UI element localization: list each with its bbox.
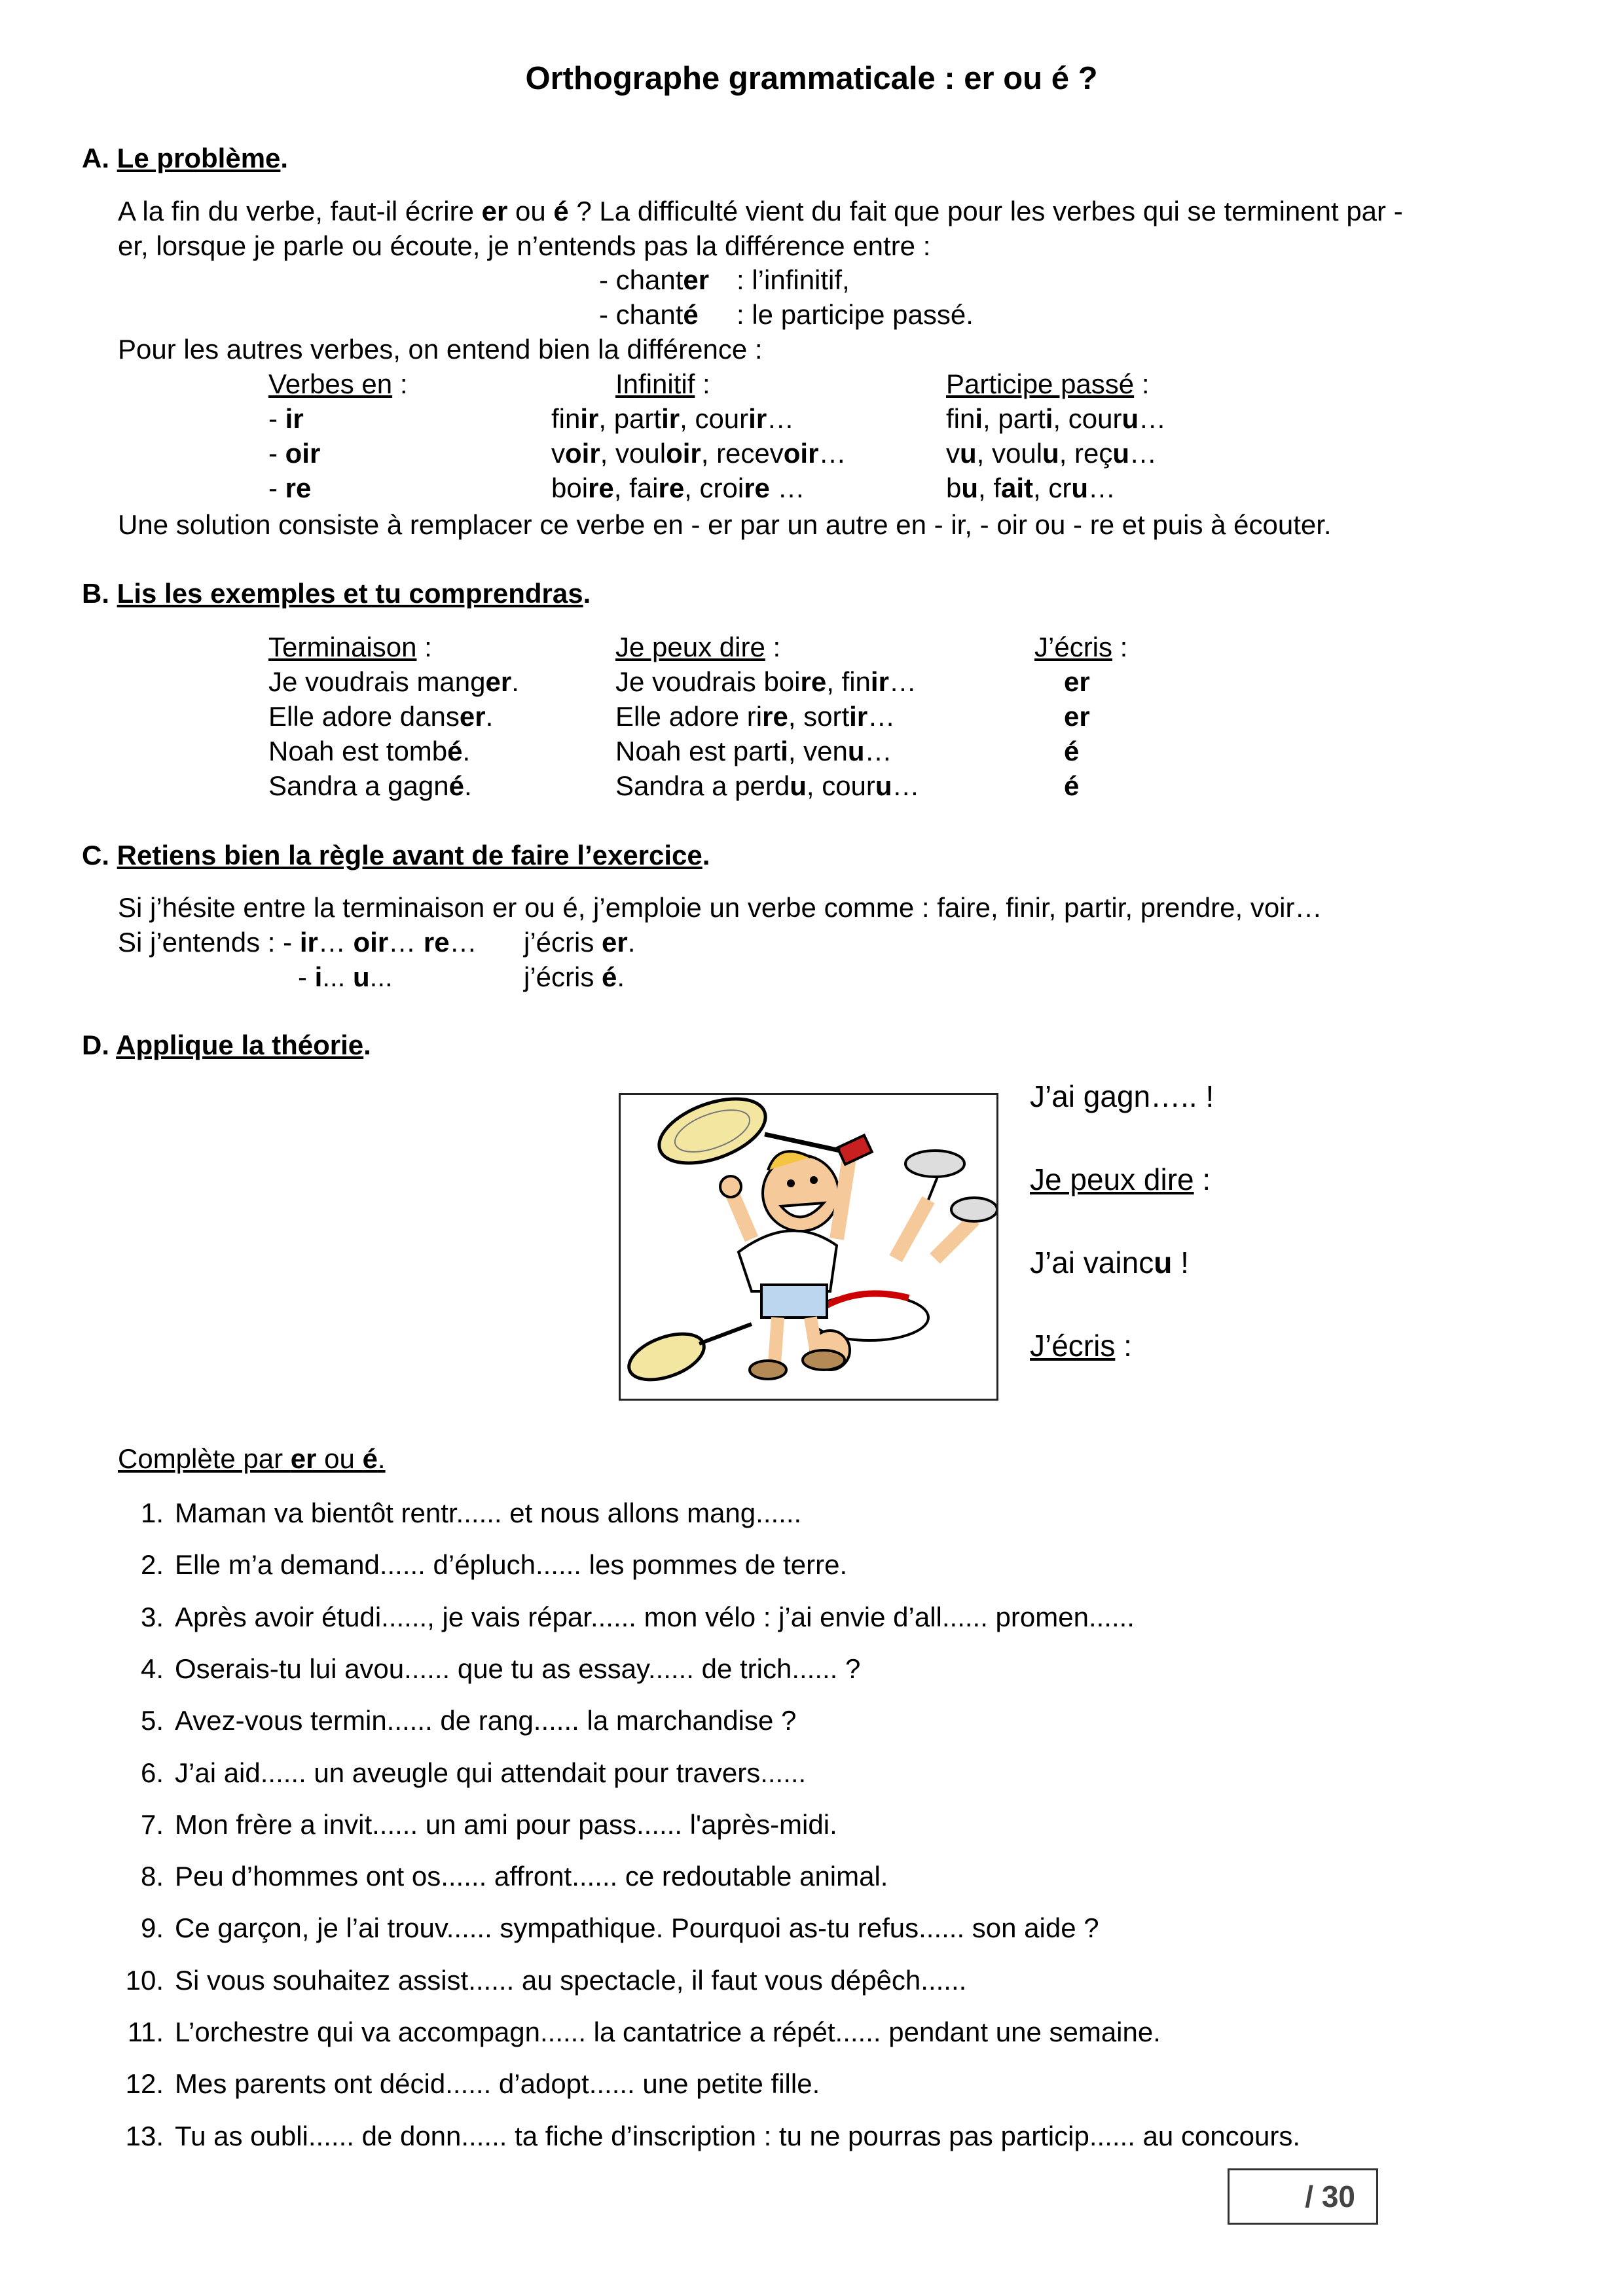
tennis-illustration xyxy=(619,1093,998,1401)
header-terminaison: Terminaison : xyxy=(268,632,432,662)
side-text-vaincu: J’ai vaincu ! xyxy=(1030,1246,1189,1280)
example-je-peux-dire: Noah est parti, venu… xyxy=(615,736,892,766)
verb-infinitive-examples: boire, faire, croire … xyxy=(551,473,805,503)
exercise-sentence: Mes parents ont décid...... d’adopt...... une petite fille. xyxy=(175,2068,820,2100)
exercise-number: 13. xyxy=(125,2120,164,2151)
section-a-other: Pour les autres verbes, on entend bien la différence : xyxy=(118,334,763,365)
exercise-sentence: Ce garçon, je l’ai trouv...... sympathique. Pourquoi as-tu refus...... son aide ? xyxy=(175,1912,1099,1944)
example-j-ecris: é xyxy=(1064,770,1080,801)
tennis-cartoon-image xyxy=(621,1095,996,1399)
example-je-peux-dire: Sandra a perdu, couru… xyxy=(615,770,920,801)
exercise-sentence: Avez-vous termin...... de rang...... la marchandise ? xyxy=(175,1705,797,1736)
example-terminaison: Elle adore danser. xyxy=(268,701,494,732)
exercise-number: 3. xyxy=(140,1601,164,1632)
verb-ending: - ir xyxy=(268,403,304,434)
exercise-number: 9. xyxy=(140,1912,164,1944)
rule-line3: - i... u... xyxy=(298,961,393,992)
example-chanter-desc: : l’infinitif, xyxy=(737,264,850,295)
exercise-number: 8. xyxy=(140,1861,164,1892)
section-c-heading: C. Retiens bien la règle avant de faire l’exercice. xyxy=(82,840,710,870)
exercise-number: 1. xyxy=(140,1498,164,1528)
side-text-gagn: J’ai gagn….. ! xyxy=(1030,1079,1214,1113)
example-j-ecris: er xyxy=(1064,701,1090,732)
exercise-number: 6. xyxy=(140,1757,164,1788)
example-chanter: - chanter xyxy=(599,264,710,295)
page-title: Orthographe grammaticale : er ou é ? xyxy=(525,61,1098,96)
section-a-solution: Une solution consiste à remplacer ce verbe en - er par un autre en - ir, - oir ou - re et puis à écouter. xyxy=(118,509,1332,540)
section-b-heading: B. Lis les exemples et tu comprendras. xyxy=(82,578,591,609)
header-infinitif: Infinitif : xyxy=(615,368,710,399)
exercise-sentence: Si vous souhaitez assist...... au spectacle, il faut vous dépêch...... xyxy=(175,1964,967,1996)
exercise-sentence: Après avoir étudi......, je vais répar...... mon vélo : j’ai envie d’all...... promen...... xyxy=(175,1601,1135,1632)
exercise-number: 4. xyxy=(140,1653,164,1684)
header-participe-passe: Participe passé : xyxy=(946,368,1150,399)
exercise-sentence: J’ai aid...... un aveugle qui attendait pour travers...... xyxy=(175,1757,807,1788)
verb-infinitive-examples: finir, partir, courir… xyxy=(551,403,795,434)
header-je-peux-dire: Je peux dire : xyxy=(615,632,781,662)
verb-infinitive-examples: voir, vouloir, recevoir… xyxy=(551,438,847,469)
section-a-intro-line1: A la fin du verbe, faut-il écrire er ou é ? La difficulté vient du fait que pour les verbes qui se terminent par - xyxy=(118,196,1403,226)
exercise-number: 5. xyxy=(140,1705,164,1736)
exercise-sentence: L’orchestre qui va accompagn...... la cantatrice a répét...... pendant une semaine. xyxy=(175,2017,1161,2047)
example-terminaison: Sandra a gagné. xyxy=(268,770,472,801)
header-j-ecris: J’écris : xyxy=(1034,632,1128,662)
instruction-complete: Complète par er ou é. xyxy=(118,1443,386,1474)
exercise-number: 7. xyxy=(140,1808,164,1840)
exercise-sentence: Tu as oubli...... de donn...... ta fiche d’inscription : tu ne pourras pas particip...... au concours. xyxy=(175,2120,1301,2151)
example-chante: - chanté xyxy=(599,299,699,330)
example-je-peux-dire: Je voudrais boire, finir… xyxy=(615,666,917,697)
verb-ending: - oir xyxy=(268,438,321,469)
score-box: / 30 xyxy=(1228,2168,1378,2225)
verb-ending: - re xyxy=(268,473,312,503)
exercise-sentence: Peu d’hommes ont os...... affront...... ce redoutable animal. xyxy=(175,1861,888,1892)
section-a-intro-line2: er, lorsque je parle ou écoute, je n’entends pas la différence entre : xyxy=(118,230,931,261)
exercise-number: 12. xyxy=(125,2068,164,2100)
header-verbes-en: Verbes en : xyxy=(268,368,408,399)
exercise-number: 10. xyxy=(125,1964,164,1996)
exercise-number: 11. xyxy=(127,2017,164,2047)
example-j-ecris: er xyxy=(1064,666,1090,697)
example-je-peux-dire: Elle adore rire, sortir… xyxy=(615,701,896,732)
section-d-heading: D. Applique la théorie. xyxy=(82,1030,371,1060)
side-text-je-peux-dire: Je peux dire : xyxy=(1030,1162,1211,1196)
verb-participle-examples: fini, parti, couru… xyxy=(946,403,1167,434)
side-text-j-ecris: J’écris : xyxy=(1030,1329,1132,1363)
rule-line2-result: j’écris er. xyxy=(524,927,636,958)
example-j-ecris: é xyxy=(1064,736,1080,766)
example-terminaison: Je voudrais manger. xyxy=(268,666,519,697)
section-a-heading: A. Le problème. xyxy=(82,143,289,173)
exercise-sentence: Oserais-tu lui avou...... que tu as essay...... de trich...... ? xyxy=(175,1653,861,1684)
example-chante-desc: : le participe passé. xyxy=(737,299,974,330)
exercise-number: 2. xyxy=(140,1549,164,1581)
example-terminaison: Noah est tombé. xyxy=(268,736,471,766)
exercise-sentence: Maman va bientôt rentr...... et nous allons mang...... xyxy=(175,1498,802,1528)
rule-line2: Si j’entends : - ir… oir… re… xyxy=(118,927,477,958)
verb-participle-examples: bu, fait, cru… xyxy=(946,473,1116,503)
rule-line3-result: j’écris é. xyxy=(524,961,625,992)
exercise-sentence: Elle m’a demand...... d’épluch...... les pommes de terre. xyxy=(175,1549,848,1581)
verb-participle-examples: vu, voulu, reçu… xyxy=(946,438,1158,469)
rule-line1: Si j’hésite entre la terminaison er ou é, j’emploie un verbe comme : faire, finir, partir, prendre, voir… xyxy=(118,892,1322,923)
exercise-sentence: Mon frère a invit...... un ami pour pass...... l'après-midi. xyxy=(175,1808,837,1840)
